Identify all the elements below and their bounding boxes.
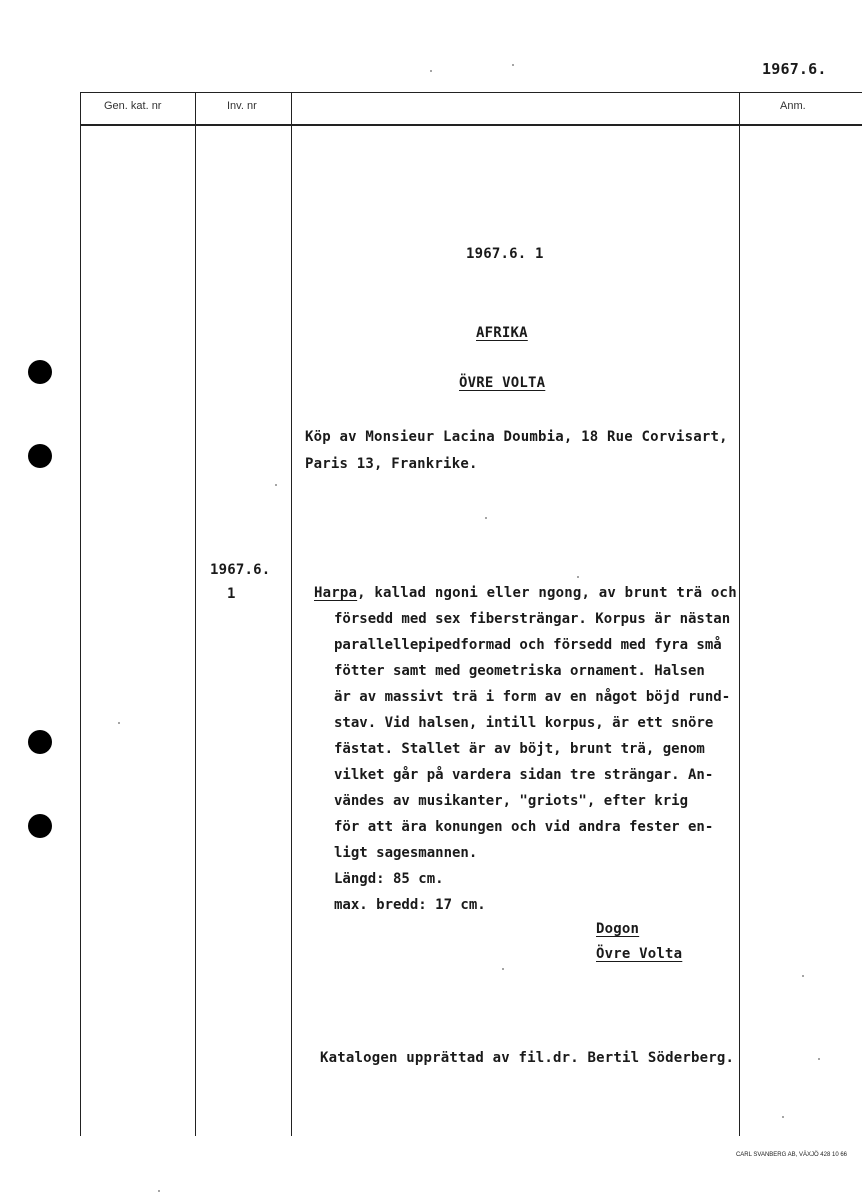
catalog-number: 1967.6.	[762, 60, 827, 78]
description-line-5: stav. Vid halsen, intill korpus, är ett snöre	[334, 715, 714, 731]
scan-speck	[782, 1116, 784, 1118]
description-line-2: parallellepipedformad och försedd med fyra små	[334, 637, 722, 653]
inv-number-line-2: 1	[227, 586, 236, 602]
description-line-3: fötter samt med geometriska ornament. Halsen	[334, 663, 705, 679]
description-line-0	[314, 585, 737, 601]
description-line-1: försedd med sex fibersträngar. Korpus är nästan	[334, 611, 731, 627]
punch-hole-2	[28, 444, 52, 468]
scan-speck	[577, 576, 579, 578]
people-name: Dogon	[596, 921, 640, 937]
scan-speck	[158, 1190, 160, 1192]
description-line-8: vändes av musikanter, "griots", efter krig	[334, 793, 689, 809]
header-bottom-rule	[80, 124, 862, 126]
entry-number: 1967.6. 1	[466, 246, 544, 262]
scan-speck	[275, 484, 277, 486]
continent-heading: AFRIKA	[476, 325, 528, 341]
inv-number-line-1: 1967.6.	[210, 562, 271, 578]
scan-speck	[502, 968, 504, 970]
description-line-6: fästat. Stallet är av böjt, brunt trä, genom	[334, 741, 705, 757]
description-line-11: Längd: 85 cm.	[334, 871, 444, 887]
punch-hole-3	[28, 730, 52, 754]
scan-speck	[430, 70, 432, 72]
printer-mark: CARL SVANBERG AB, VÄXJÖ 428 10 66	[735, 1152, 847, 1158]
description-line-12: max. bredd: 17 cm.	[334, 897, 486, 913]
punch-hole-1	[28, 360, 52, 384]
cataloger-note: Katalogen upprättad av fil.dr. Bertil Söderberg.	[320, 1050, 735, 1066]
acquisition-line-2: Paris 13, Frankrike.	[305, 456, 478, 472]
column-header-gen-kat: Gen. kat. nr	[104, 100, 162, 112]
scan-speck	[802, 975, 804, 977]
scan-speck	[118, 722, 120, 724]
scan-speck	[512, 64, 514, 66]
header-top-rule	[80, 92, 862, 93]
column-rule-left	[80, 92, 81, 1136]
column-rule-gen	[195, 92, 196, 1136]
description-line-4: är av massivt trä i form av en något böjd rund-	[334, 689, 731, 705]
acquisition-line-1: Köp av Monsieur Lacina Doumbia, 18 Rue Corvisart,	[305, 429, 728, 445]
column-header-inv: Inv. nr	[227, 100, 257, 112]
scan-speck	[818, 1058, 820, 1060]
column-rule-anm	[739, 92, 740, 1136]
object-name: Harpa	[314, 585, 358, 601]
punch-hole-4	[28, 814, 52, 838]
region-heading: ÖVRE VOLTA	[459, 375, 546, 391]
description-line-7: vilket går på vardera sidan tre strängar. An-	[334, 767, 714, 783]
column-rule-inv	[291, 92, 292, 1136]
description-line-10: ligt sagesmannen.	[334, 845, 478, 861]
description-first-rest: , kallad ngoni eller ngong, av brunt trä och	[357, 585, 737, 601]
place-name: Övre Volta	[596, 946, 683, 962]
scan-speck	[485, 517, 487, 519]
description-line-9: för att ära konungen och vid andra fester en-	[334, 819, 714, 835]
column-header-anm: Anm.	[780, 100, 806, 112]
